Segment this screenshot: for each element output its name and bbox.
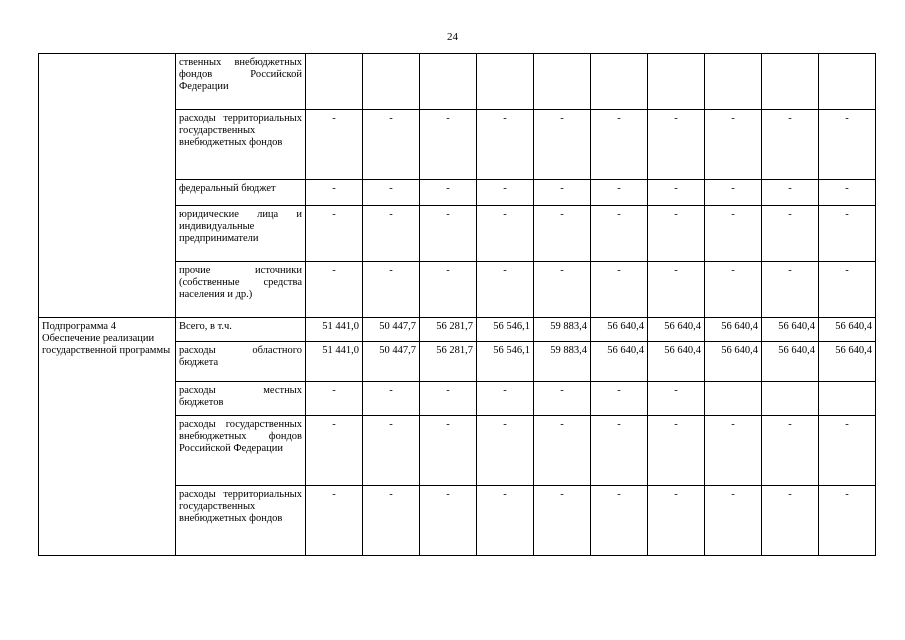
value-cell: -	[477, 416, 534, 486]
value-cell: -	[705, 262, 762, 318]
value-cell	[306, 54, 363, 110]
value-cell: 56 640,4	[648, 318, 705, 342]
value-cell	[534, 54, 591, 110]
value-cell: -	[591, 110, 648, 180]
value-cell: 56 281,7	[420, 318, 477, 342]
value-cell: -	[534, 486, 591, 556]
value-cell: -	[477, 110, 534, 180]
value-cell: -	[534, 206, 591, 262]
value-cell: -	[819, 110, 876, 180]
value-cell: -	[363, 110, 420, 180]
value-cell: -	[819, 206, 876, 262]
value-cell: -	[762, 180, 819, 206]
value-cell: -	[420, 382, 477, 416]
value-cell: 51 441,0	[306, 318, 363, 342]
value-cell: -	[648, 180, 705, 206]
value-cell: 56 640,4	[819, 342, 876, 382]
funding-source-cell: расходы местных бюджетов	[176, 382, 306, 416]
value-cell: -	[363, 382, 420, 416]
value-cell: -	[648, 110, 705, 180]
value-cell: 56 546,1	[477, 342, 534, 382]
funding-source-cell: расходы областного бюджета	[176, 342, 306, 382]
value-cell	[762, 382, 819, 416]
funding-source-cell: ственных внебюджетных фондов Российской Федерации	[176, 54, 306, 110]
value-cell: -	[420, 416, 477, 486]
value-cell: -	[306, 486, 363, 556]
value-cell: -	[306, 416, 363, 486]
value-cell: -	[420, 206, 477, 262]
value-cell: -	[648, 206, 705, 262]
value-cell: -	[534, 416, 591, 486]
value-cell	[819, 382, 876, 416]
value-cell: 56 640,4	[591, 318, 648, 342]
value-cell: 56 281,7	[420, 342, 477, 382]
value-cell: -	[363, 180, 420, 206]
value-cell: 59 883,4	[534, 342, 591, 382]
value-cell: -	[705, 180, 762, 206]
value-cell: -	[477, 486, 534, 556]
value-cell: -	[648, 382, 705, 416]
value-cell	[705, 54, 762, 110]
value-cell: 50 447,7	[363, 318, 420, 342]
value-cell: -	[363, 262, 420, 318]
value-cell: 56 640,4	[762, 318, 819, 342]
program-cell: Подпрограмма 4 Обеспечение реализации государственной программы	[39, 318, 176, 556]
value-cell: -	[648, 416, 705, 486]
value-cell: -	[534, 262, 591, 318]
value-cell: -	[819, 486, 876, 556]
value-cell: -	[363, 206, 420, 262]
value-cell	[762, 54, 819, 110]
value-cell: -	[420, 180, 477, 206]
table-row	[39, 318, 876, 342]
value-cell: 56 640,4	[705, 342, 762, 382]
value-cell: 50 447,7	[363, 342, 420, 382]
value-cell: -	[819, 262, 876, 318]
value-cell: -	[306, 262, 363, 318]
value-cell: 51 441,0	[306, 342, 363, 382]
value-cell: -	[819, 416, 876, 486]
value-cell: -	[306, 110, 363, 180]
value-cell: 59 883,4	[534, 318, 591, 342]
value-cell	[705, 382, 762, 416]
funding-source-cell: расходы территориальных государственных внебюджетных фондов	[176, 486, 306, 556]
value-cell: -	[477, 180, 534, 206]
program-cell	[39, 54, 176, 318]
value-cell: -	[477, 382, 534, 416]
funding-source-cell: федеральный бюджет	[176, 180, 306, 206]
value-cell	[648, 54, 705, 110]
value-cell: -	[534, 110, 591, 180]
value-cell: -	[705, 486, 762, 556]
value-cell: -	[306, 382, 363, 416]
value-cell: -	[477, 206, 534, 262]
value-cell	[477, 54, 534, 110]
value-cell: -	[306, 206, 363, 262]
funding-source-cell: прочие источники (собственные средства населения и др.)	[176, 262, 306, 318]
value-cell: -	[705, 110, 762, 180]
value-cell: -	[363, 486, 420, 556]
funding-table	[38, 53, 876, 556]
value-cell: -	[534, 382, 591, 416]
funding-source-cell: Всего, в т.ч.	[176, 318, 306, 342]
value-cell: 56 640,4	[591, 342, 648, 382]
value-cell: -	[762, 206, 819, 262]
value-cell: -	[648, 486, 705, 556]
value-cell: -	[591, 180, 648, 206]
value-cell: -	[819, 180, 876, 206]
value-cell: -	[477, 262, 534, 318]
funding-source-cell: юридические лица и индивидуальные предприниматели	[176, 206, 306, 262]
value-cell	[819, 54, 876, 110]
value-cell: 56 640,4	[648, 342, 705, 382]
value-cell: -	[591, 262, 648, 318]
value-cell: 56 640,4	[819, 318, 876, 342]
value-cell: -	[420, 110, 477, 180]
value-cell: -	[762, 110, 819, 180]
value-cell: -	[591, 416, 648, 486]
value-cell: 56 640,4	[762, 342, 819, 382]
value-cell: -	[306, 180, 363, 206]
value-cell: -	[591, 206, 648, 262]
value-cell: -	[705, 416, 762, 486]
value-cell	[363, 54, 420, 110]
value-cell: -	[591, 382, 648, 416]
value-cell: -	[762, 486, 819, 556]
page-number: 24	[447, 31, 458, 43]
value-cell: 56 546,1	[477, 318, 534, 342]
value-cell: -	[762, 416, 819, 486]
table-row	[39, 54, 876, 110]
funding-source-cell: расходы территориальных государственных внебюджетных фондов	[176, 110, 306, 180]
value-cell: -	[363, 416, 420, 486]
value-cell: -	[762, 262, 819, 318]
value-cell: -	[420, 262, 477, 318]
value-cell: 56 640,4	[705, 318, 762, 342]
value-cell	[591, 54, 648, 110]
value-cell: -	[591, 486, 648, 556]
value-cell: -	[420, 486, 477, 556]
value-cell	[420, 54, 477, 110]
funding-source-cell: расходы государственных внебюджетных фондов Российской Федерации	[176, 416, 306, 486]
value-cell: -	[705, 206, 762, 262]
value-cell: -	[648, 262, 705, 318]
value-cell: -	[534, 180, 591, 206]
